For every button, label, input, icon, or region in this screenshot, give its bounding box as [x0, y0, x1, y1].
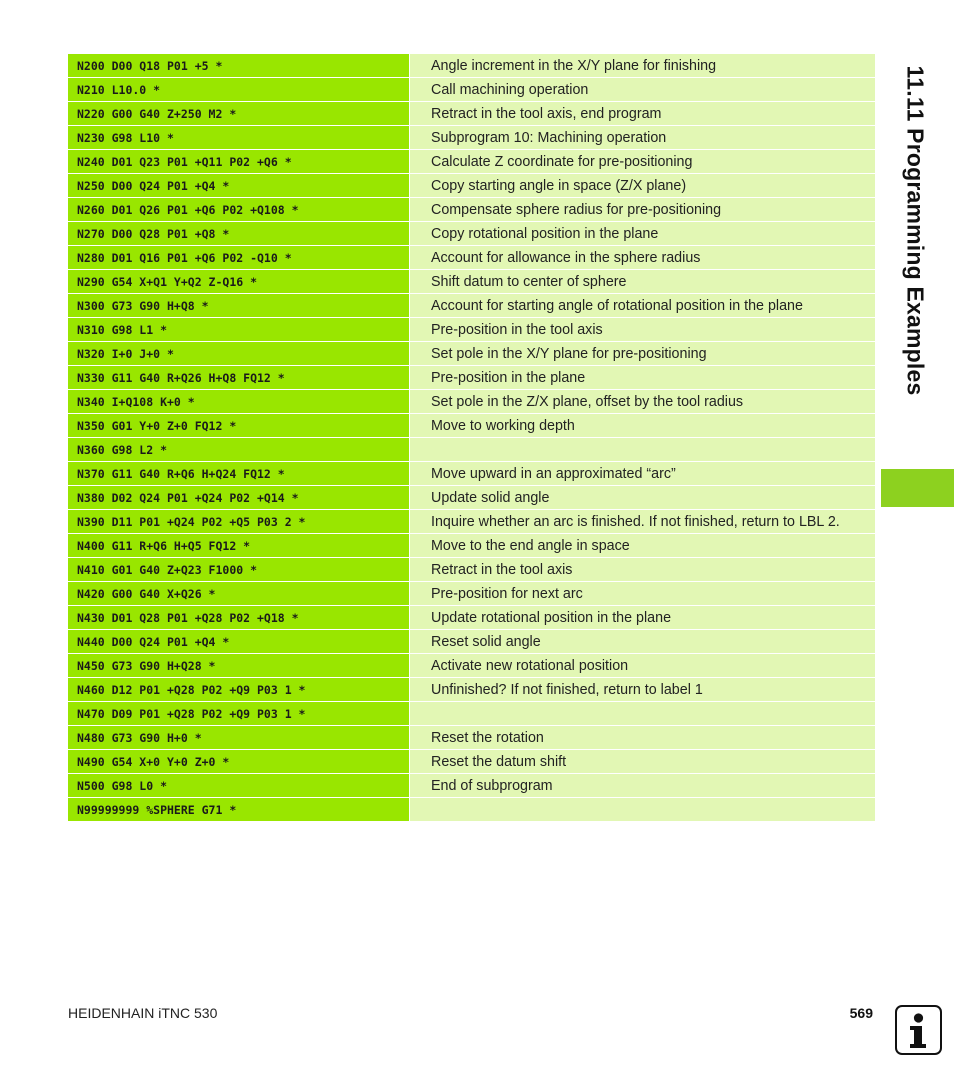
table-row: [68, 150, 875, 173]
description-cell: [410, 438, 875, 461]
description-cell: Account for allowance in the sphere radius: [410, 246, 875, 269]
table-row: [68, 54, 875, 77]
section-title-vertical: [897, 52, 933, 408]
description-cell: Update rotational position in the plane: [410, 606, 875, 629]
description-cell: Retract in the tool axis: [410, 558, 875, 581]
description-cell: Set pole in the Z/X plane, offset by the tool radius: [410, 390, 875, 413]
table-row: [68, 126, 875, 149]
table-row: [68, 606, 875, 629]
nc-code-cell: N220 G00 G40 Z+250 M2 *: [68, 102, 409, 125]
description-cell: Call machining operation: [410, 78, 875, 101]
description-cell: [410, 798, 875, 821]
section-title-text: 11.11 Programming Examples: [902, 65, 929, 395]
footer-product: HEIDENHAIN iTNC 530: [68, 1005, 218, 1021]
info-icon: [895, 1005, 942, 1055]
page-number: 569: [849, 1005, 873, 1021]
table-row: [68, 366, 875, 389]
table-row: [68, 198, 875, 221]
table-row: [68, 294, 875, 317]
description-cell: Account for starting angle of rotational position in the plane: [410, 294, 875, 317]
table-row: [68, 342, 875, 365]
nc-code-cell: N280 D01 Q16 P01 +Q6 P02 -Q10 *: [68, 246, 409, 269]
nc-code-cell: N460 D12 P01 +Q28 P02 +Q9 P03 1 *: [68, 678, 409, 701]
table-row: [68, 318, 875, 341]
description-cell: Compensate sphere radius for pre-positioning: [410, 198, 875, 221]
table-row: [68, 726, 875, 749]
description-cell: Pre-position in the plane: [410, 366, 875, 389]
table-row: [68, 246, 875, 269]
description-cell: Copy rotational position in the plane: [410, 222, 875, 245]
nc-code-cell: N440 D00 Q24 P01 +Q4 *: [68, 630, 409, 653]
table-row: [68, 558, 875, 581]
table-row: [68, 486, 875, 509]
nc-code-cell: N260 D01 Q26 P01 +Q6 P02 +Q108 *: [68, 198, 409, 221]
description-cell: Activate new rotational position: [410, 654, 875, 677]
nc-code-cell: N330 G11 G40 R+Q26 H+Q8 FQ12 *: [68, 366, 409, 389]
table-row: [68, 798, 875, 821]
description-cell: Move to working depth: [410, 414, 875, 437]
nc-code-cell: N370 G11 G40 R+Q6 H+Q24 FQ12 *: [68, 462, 409, 485]
nc-code-cell: N99999999 %SPHERE G71 *: [68, 798, 409, 821]
nc-code-cell: N380 D02 Q24 P01 +Q24 P02 +Q14 *: [68, 486, 409, 509]
description-cell: Move to the end angle in space: [410, 534, 875, 557]
table-row: [68, 78, 875, 101]
nc-code-cell: N390 D11 P01 +Q24 P02 +Q5 P03 2 *: [68, 510, 409, 533]
nc-code-cell: N250 D00 Q24 P01 +Q4 *: [68, 174, 409, 197]
chapter-thumb-tab: [881, 469, 954, 507]
nc-code-cell: N340 I+Q108 K+0 *: [68, 390, 409, 413]
nc-code-cell: N350 G01 Y+0 Z+0 FQ12 *: [68, 414, 409, 437]
table-row: [68, 390, 875, 413]
nc-code-cell: N450 G73 G90 H+Q28 *: [68, 654, 409, 677]
nc-code-cell: N480 G73 G90 H+0 *: [68, 726, 409, 749]
nc-code-cell: N240 D01 Q23 P01 +Q11 P02 +Q6 *: [68, 150, 409, 173]
description-cell: Reset solid angle: [410, 630, 875, 653]
table-row: [68, 462, 875, 485]
nc-code-cell: N290 G54 X+Q1 Y+Q2 Z-Q16 *: [68, 270, 409, 293]
table-row: [68, 582, 875, 605]
table-row: [68, 702, 875, 725]
description-cell: Unfinished? If not finished, return to label 1: [410, 678, 875, 701]
table-row: [68, 174, 875, 197]
table-row: [68, 678, 875, 701]
nc-code-cell: N270 D00 Q28 P01 +Q8 *: [68, 222, 409, 245]
table-row: [68, 438, 875, 461]
nc-code-cell: N310 G98 L1 *: [68, 318, 409, 341]
nc-code-cell: N400 G11 R+Q6 H+Q5 FQ12 *: [68, 534, 409, 557]
nc-code-cell: N320 I+0 J+0 *: [68, 342, 409, 365]
description-cell: Reset the datum shift: [410, 750, 875, 773]
table-row: [68, 630, 875, 653]
description-cell: Angle increment in the X/Y plane for finishing: [410, 54, 875, 77]
nc-code-cell: N490 G54 X+0 Y+0 Z+0 *: [68, 750, 409, 773]
description-cell: Set pole in the X/Y plane for pre-positioning: [410, 342, 875, 365]
description-cell: End of subprogram: [410, 774, 875, 797]
nc-code-cell: N500 G98 L0 *: [68, 774, 409, 797]
table-row: [68, 534, 875, 557]
table-row: [68, 222, 875, 245]
nc-code-cell: N470 D09 P01 +Q28 P02 +Q9 P03 1 *: [68, 702, 409, 725]
description-cell: Inquire whether an arc is finished. If not finished, return to LBL 2.: [410, 510, 875, 533]
description-cell: Retract in the tool axis, end program: [410, 102, 875, 125]
description-cell: Reset the rotation: [410, 726, 875, 749]
table-row: [68, 654, 875, 677]
nc-code-cell: N200 D00 Q18 P01 +5 *: [68, 54, 409, 77]
nc-code-cell: N230 G98 L10 *: [68, 126, 409, 149]
nc-code-cell: N360 G98 L2 *: [68, 438, 409, 461]
description-cell: Pre-position for next arc: [410, 582, 875, 605]
description-cell: Copy starting angle in space (Z/X plane): [410, 174, 875, 197]
nc-code-cell: N210 L10.0 *: [68, 78, 409, 101]
table-row: [68, 102, 875, 125]
nc-code-cell: N420 G00 G40 X+Q26 *: [68, 582, 409, 605]
table-row: [68, 774, 875, 797]
description-cell: [410, 702, 875, 725]
description-cell: Shift datum to center of sphere: [410, 270, 875, 293]
table-row: [68, 750, 875, 773]
table-row: [68, 510, 875, 533]
description-cell: Update solid angle: [410, 486, 875, 509]
nc-code-cell: N430 D01 Q28 P01 +Q28 P02 +Q18 *: [68, 606, 409, 629]
description-cell: Pre-position in the tool axis: [410, 318, 875, 341]
nc-code-cell: N300 G73 G90 H+Q8 *: [68, 294, 409, 317]
description-cell: Calculate Z coordinate for pre-positioning: [410, 150, 875, 173]
table-row: [68, 270, 875, 293]
table-row: [68, 414, 875, 437]
program-listing-table: [68, 54, 875, 822]
nc-code-cell: N410 G01 G40 Z+Q23 F1000 *: [68, 558, 409, 581]
description-cell: Move upward in an approximated “arc”: [410, 462, 875, 485]
description-cell: Subprogram 10: Machining operation: [410, 126, 875, 149]
